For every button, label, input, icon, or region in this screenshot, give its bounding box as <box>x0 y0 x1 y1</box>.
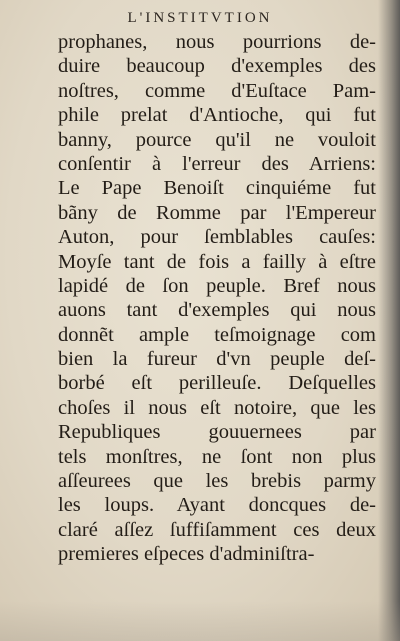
text-line: donnẽt ample teſmoignage com <box>58 323 376 346</box>
text-line: noſtres, comme d'Euſtace Pam- <box>58 79 376 102</box>
text-line: lapidé de ſon peuple. Bref nous <box>58 274 376 297</box>
text-line: prophanes, nous pourrions de- <box>58 31 376 53</box>
text-line: borbé eſt perilleuſe. Deſquelles <box>58 372 376 395</box>
running-head: L'INSTITVTION <box>127 10 273 26</box>
text-line: tels monſtres, ne ſont non plus <box>58 445 376 468</box>
text-line: premieres eſpeces d'adminiſtra- <box>58 543 315 566</box>
body-text <box>58 30 376 567</box>
text-line: les loups. Ayant doncques de- <box>58 494 376 517</box>
page-edge-shadow <box>378 0 400 641</box>
text-line: bãny de Romme par l'Empereur <box>58 201 376 224</box>
text-line: Moyſe tant de fois a failly à eſtre <box>58 250 376 273</box>
text-line: banny, pource qu'il ne vouloit <box>58 128 376 151</box>
text-line: bien la fureur d'vn peuple deſ- <box>58 348 376 371</box>
text-line: phile prelat d'Antioche, qui fut <box>58 104 376 127</box>
text-line: Republiques gouuernees par <box>58 421 376 444</box>
text-line: choſes il nous eſt notoire, que les <box>58 396 376 419</box>
text-line: duire beaucoup d'exemples des <box>58 55 376 78</box>
text-line: auons tant d'exemples qui nous <box>58 299 376 322</box>
text-line: aſſeurees que les brebis parmy <box>58 470 376 493</box>
text-line: Le Pape Benoiſt cinquiéme fut <box>58 177 376 200</box>
page-bottom-shadow <box>0 601 400 641</box>
text-line: conſentir à l'erreur des Arriens: <box>58 152 376 175</box>
text-line: claré aſſez ſuffiſamment ces deux <box>58 518 376 541</box>
text-line: Auton, pour ſemblables cauſes: <box>58 226 376 249</box>
